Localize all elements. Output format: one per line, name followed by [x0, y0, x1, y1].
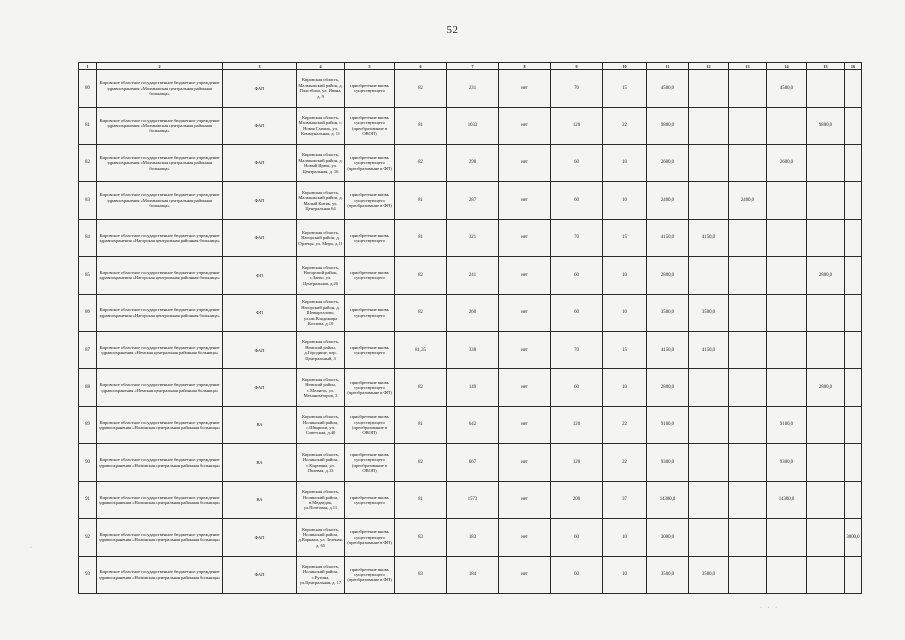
- data-table: [78, 62, 862, 594]
- value-cell-10: 10: [603, 144, 647, 181]
- value-cell-10: 10: [603, 519, 647, 556]
- value-cell-13: 2400,0: [729, 182, 767, 219]
- row-number-cell: 83: [79, 182, 97, 219]
- value-cell-6: 83: [395, 519, 447, 556]
- column-number-cell: 1: [79, 63, 97, 70]
- value-cell-14: 9100,0: [767, 406, 807, 443]
- value-cell-9: 200: [551, 481, 603, 518]
- value-cell-9: 60: [551, 144, 603, 181]
- value-cell-8: нет: [499, 219, 551, 256]
- column-number-cell: 5: [345, 63, 395, 70]
- value-cell-16: [845, 294, 862, 331]
- value-cell-15: [807, 444, 845, 481]
- facility-type-cell: ФАП: [223, 519, 297, 556]
- value-cell-16: [845, 556, 862, 593]
- work-type-cell: приобретение вновь существующего (преобразование в ФП): [345, 369, 395, 406]
- value-cell-10: 22: [603, 406, 647, 443]
- column-number-row: [79, 63, 862, 70]
- value-cell-7: 1033: [447, 107, 499, 144]
- value-cell-9: 60: [551, 556, 603, 593]
- column-number-cell: 16: [845, 63, 862, 70]
- institution-name-cell: Кировское областное государственное бюджетное учреждение здравоохранения «Нагорская центральная районная больница»: [97, 219, 223, 256]
- value-cell-6: 82: [395, 70, 447, 107]
- value-cell-8: нет: [499, 332, 551, 369]
- institution-name-cell: Кировское областное государственное бюджетное учреждение здравоохранения «Нагорская центральная районная больница»: [97, 294, 223, 331]
- value-cell-7: 1573: [447, 481, 499, 518]
- value-cell-8: нет: [499, 406, 551, 443]
- value-cell-6: 81: [395, 481, 447, 518]
- value-cell-12: [689, 406, 729, 443]
- value-cell-15: [807, 182, 845, 219]
- value-cell-9: 60: [551, 294, 603, 331]
- address-cell: Кировская область, Нолинский район, д.Варнаки, ул. Зеленая, д. 65: [297, 519, 345, 556]
- value-cell-14: 4500,0: [767, 70, 807, 107]
- scan-mark: ·: [30, 545, 34, 551]
- institution-name-cell: Кировское областное государственное бюджетное учреждение здравоохранения «Малмыжская центральная районная больница»: [97, 70, 223, 107]
- value-cell-10: 10: [603, 369, 647, 406]
- row-number-cell: 82: [79, 144, 97, 181]
- value-cell-15: 2800,0: [807, 257, 845, 294]
- facility-type-cell: ФАП: [223, 144, 297, 181]
- value-cell-9: 120: [551, 444, 603, 481]
- table-row: [79, 219, 862, 256]
- value-cell-10: 10: [603, 294, 647, 331]
- column-number-cell: 8: [499, 63, 551, 70]
- row-number-cell: 84: [79, 219, 97, 256]
- column-number-cell: 13: [729, 63, 767, 70]
- value-cell-6: 82: [395, 257, 447, 294]
- value-cell-12: 4150,0: [689, 332, 729, 369]
- value-cell-12: [689, 481, 729, 518]
- value-cell-12: [689, 182, 729, 219]
- value-cell-10: 22: [603, 444, 647, 481]
- institution-name-cell: Кировское областное государственное бюджетное учреждение здравоохранения «Нолинская центральная районная больница»: [97, 519, 223, 556]
- value-cell-11: 3000,0: [647, 519, 689, 556]
- value-cell-8: нет: [499, 481, 551, 518]
- column-number-cell: 9: [551, 63, 603, 70]
- table-row: [79, 182, 862, 219]
- institution-name-cell: Кировское областное государственное бюджетное учреждение здравоохранения «Немская центральная районная больница»: [97, 332, 223, 369]
- page-number: 52: [446, 24, 459, 36]
- column-number-cell: 15: [807, 63, 845, 70]
- address-cell: Кировская область, Нагорский район, д. Шевырталово, ул.им.Владимира Козлова, д.10: [297, 294, 345, 331]
- scan-mark: · · ·: [760, 605, 779, 611]
- value-cell-7: 287: [447, 182, 499, 219]
- value-cell-9: 60: [551, 519, 603, 556]
- value-cell-12: [689, 107, 729, 144]
- value-cell-16: [845, 182, 862, 219]
- value-cell-12: [689, 257, 729, 294]
- column-number-cell: 4: [297, 63, 345, 70]
- value-cell-6: 81: [395, 107, 447, 144]
- value-cell-14: 2600,0: [767, 144, 807, 181]
- table-body: [79, 63, 862, 594]
- value-cell-15: [807, 219, 845, 256]
- table-row: [79, 444, 862, 481]
- value-cell-9: 60: [551, 182, 603, 219]
- value-cell-13: [729, 294, 767, 331]
- address-cell: Кировская область, Малмыжский район, д. Новый Ирюк, ул. Центральная, д. 16: [297, 144, 345, 181]
- value-cell-12: [689, 444, 729, 481]
- institution-name-cell: Кировское областное государственное бюджетное учреждение здравоохранения «Нагорская центральная районная больница»: [97, 257, 223, 294]
- value-cell-11: 9100,0: [647, 406, 689, 443]
- value-cell-15: [807, 294, 845, 331]
- value-cell-7: 231: [447, 70, 499, 107]
- value-cell-7: 184: [447, 556, 499, 593]
- value-cell-11: 2400,0: [647, 182, 689, 219]
- value-cell-6: 81,35: [395, 332, 447, 369]
- value-cell-15: [807, 70, 845, 107]
- address-cell: Кировская область, Нагорский район, д. Орлецы, ул. Мира, д.11: [297, 219, 345, 256]
- institution-name-cell: Кировское областное государственное бюджетное учреждение здравоохранения «Нолинская центральная районная больница»: [97, 481, 223, 518]
- value-cell-8: нет: [499, 556, 551, 593]
- value-cell-8: нет: [499, 519, 551, 556]
- row-number-cell: 93: [79, 556, 97, 593]
- column-number-cell: 2: [97, 63, 223, 70]
- value-cell-13: [729, 481, 767, 518]
- facility-type-cell: ФАП: [223, 369, 297, 406]
- row-number-cell: 87: [79, 332, 97, 369]
- value-cell-14: [767, 182, 807, 219]
- row-number-cell: 88: [79, 369, 97, 406]
- value-cell-16: [845, 369, 862, 406]
- value-cell-9: 60: [551, 369, 603, 406]
- value-cell-13: [729, 519, 767, 556]
- address-cell: Кировская область, Нолинский район, с.Рутина, ул.Центральная, д. 17: [297, 556, 345, 593]
- facility-type-cell: ВА: [223, 481, 297, 518]
- column-number-cell: 10: [603, 63, 647, 70]
- institution-name-cell: Кировское областное государственное бюджетное учреждение здравоохранения «Нолинская центральная районная больница»: [97, 406, 223, 443]
- work-type-cell: приобретение вновь существующего: [345, 219, 395, 256]
- table-row: [79, 107, 862, 144]
- value-cell-7: 183: [447, 519, 499, 556]
- work-type-cell: приобретение вновь существующего (преобразование в ОВОП): [345, 444, 395, 481]
- address-cell: Кировская область, Малмыжский район, д. Пластбиха, ул. Ивана, д. 9: [297, 70, 345, 107]
- value-cell-10: 15: [603, 70, 647, 107]
- row-number-cell: 86: [79, 294, 97, 331]
- column-number-cell: 6: [395, 63, 447, 70]
- address-cell: Кировская область, Немский район, с.Меляеть, ул. Механизаторов, 3: [297, 369, 345, 406]
- facility-type-cell: ВА: [223, 406, 297, 443]
- value-cell-14: [767, 107, 807, 144]
- value-cell-10: 10: [603, 257, 647, 294]
- value-cell-7: 149: [447, 369, 499, 406]
- value-cell-6: 82: [395, 294, 447, 331]
- value-cell-12: 4150,0: [689, 219, 729, 256]
- row-number-cell: 85: [79, 257, 97, 294]
- table-row: [79, 481, 862, 518]
- facility-type-cell: ФАП: [223, 332, 297, 369]
- value-cell-15: [807, 406, 845, 443]
- value-cell-6: 82: [395, 144, 447, 181]
- value-cell-8: нет: [499, 144, 551, 181]
- column-number-cell: 7: [447, 63, 499, 70]
- facility-type-cell: ФАП: [223, 219, 297, 256]
- value-cell-11: 9300,0: [647, 444, 689, 481]
- value-cell-10: 15: [603, 332, 647, 369]
- value-cell-10: 10: [603, 556, 647, 593]
- table-row: [79, 70, 862, 107]
- value-cell-8: нет: [499, 182, 551, 219]
- work-type-cell: приобретение вновь существующего (преобразование в ФП): [345, 519, 395, 556]
- value-cell-11: 2800,0: [647, 369, 689, 406]
- table-row: [79, 294, 862, 331]
- value-cell-8: нет: [499, 70, 551, 107]
- value-cell-14: [767, 519, 807, 556]
- value-cell-13: [729, 107, 767, 144]
- value-cell-12: [689, 70, 729, 107]
- work-type-cell: приобретение вновь существующего: [345, 257, 395, 294]
- value-cell-14: [767, 369, 807, 406]
- value-cell-11: 2800,0: [647, 257, 689, 294]
- table-row: [79, 332, 862, 369]
- work-type-cell: приобретение вновь существующего (преобразование в ОВОП): [345, 107, 395, 144]
- value-cell-13: [729, 144, 767, 181]
- value-cell-6: 82: [395, 369, 447, 406]
- value-cell-14: [767, 556, 807, 593]
- value-cell-7: 338: [447, 332, 499, 369]
- value-cell-7: 260: [447, 294, 499, 331]
- value-cell-9: 60: [551, 257, 603, 294]
- value-cell-11: 9800,0: [647, 107, 689, 144]
- value-cell-9: 70: [551, 332, 603, 369]
- value-cell-6: 81: [395, 406, 447, 443]
- facility-type-cell: ФАП: [223, 182, 297, 219]
- value-cell-9: 120: [551, 406, 603, 443]
- value-cell-11: 4150,0: [647, 219, 689, 256]
- value-cell-14: [767, 294, 807, 331]
- value-cell-16: [845, 70, 862, 107]
- column-number-cell: 14: [767, 63, 807, 70]
- row-number-cell: 91: [79, 481, 97, 518]
- institution-name-cell: Кировское областное государственное бюджетное учреждение здравоохранения «Немская центральная районная больница»: [97, 369, 223, 406]
- value-cell-8: нет: [499, 444, 551, 481]
- work-type-cell: приобретение вновь существующего: [345, 294, 395, 331]
- value-cell-16: [845, 406, 862, 443]
- value-cell-10: 10: [603, 182, 647, 219]
- value-cell-10: 15: [603, 219, 647, 256]
- value-cell-15: [807, 519, 845, 556]
- work-type-cell: приобретение вновь существующего: [345, 332, 395, 369]
- table-row: [79, 257, 862, 294]
- value-cell-16: [845, 144, 862, 181]
- value-cell-12: [689, 369, 729, 406]
- value-cell-9: 70: [551, 219, 603, 256]
- work-type-cell: приобретение вновь существующего (преобразование в ФП): [345, 182, 395, 219]
- row-number-cell: 89: [79, 406, 97, 443]
- value-cell-13: [729, 556, 767, 593]
- value-cell-6: 81: [395, 219, 447, 256]
- address-cell: Кировская область, Малмыжский район, с. Новая Смаиль, ул. Коммунальная, д. 11: [297, 107, 345, 144]
- value-cell-7: 321: [447, 219, 499, 256]
- value-cell-8: нет: [499, 107, 551, 144]
- value-cell-8: нет: [499, 294, 551, 331]
- value-cell-12: 3500,0: [689, 294, 729, 331]
- value-cell-16: [845, 444, 862, 481]
- value-cell-16: [845, 107, 862, 144]
- value-cell-14: [767, 332, 807, 369]
- work-type-cell: приобретение вновь существующего (преобразование в ФП): [345, 144, 395, 181]
- value-cell-6: 82: [395, 444, 447, 481]
- institution-name-cell: Кировское областное государственное бюджетное учреждение здравоохранения «Нолинская центральная районная больница»: [97, 444, 223, 481]
- value-cell-15: [807, 556, 845, 593]
- value-cell-11: 14300,0: [647, 481, 689, 518]
- value-cell-13: [729, 332, 767, 369]
- value-cell-11: 4150,0: [647, 332, 689, 369]
- value-cell-11: 2600,0: [647, 144, 689, 181]
- value-cell-11: 4500,0: [647, 70, 689, 107]
- row-number-cell: 92: [79, 519, 97, 556]
- facility-type-cell: ФП: [223, 257, 297, 294]
- institution-name-cell: Кировское областное государственное бюджетное учреждение здравоохранения «Малмыжская центральная районная больница»: [97, 182, 223, 219]
- row-number-cell: 90: [79, 444, 97, 481]
- value-cell-16: 3000,0: [845, 519, 862, 556]
- column-number-cell: 3: [223, 63, 297, 70]
- value-cell-10: 37: [603, 481, 647, 518]
- address-cell: Кировская область, Немский район, д.Городище, пер. Центральный, 3: [297, 332, 345, 369]
- facility-type-cell: ВА: [223, 444, 297, 481]
- value-cell-6: 83: [395, 556, 447, 593]
- value-cell-6: 81: [395, 182, 447, 219]
- value-cell-13: [729, 444, 767, 481]
- value-cell-7: 241: [447, 257, 499, 294]
- value-cell-15: 2800,0: [807, 369, 845, 406]
- value-cell-12: 3500,0: [689, 556, 729, 593]
- value-cell-7: 667: [447, 444, 499, 481]
- value-cell-16: [845, 481, 862, 518]
- value-cell-16: [845, 219, 862, 256]
- value-cell-12: [689, 144, 729, 181]
- work-type-cell: приобретение вновь существующего: [345, 70, 395, 107]
- facility-type-cell: ФАП: [223, 556, 297, 593]
- table-row: [79, 406, 862, 443]
- value-cell-15: [807, 332, 845, 369]
- address-cell: Кировская область, Малмыжский район, д. Малый Китяк, ул. Центральная 64: [297, 182, 345, 219]
- address-cell: Кировская область, Нолинский район, с.Шварихи, ул. Советская, д.40: [297, 406, 345, 443]
- value-cell-14: 14300,0: [767, 481, 807, 518]
- work-type-cell: приобретение вновь существующего (преобразование в ФП): [345, 556, 395, 593]
- value-cell-15: 9800,0: [807, 107, 845, 144]
- address-cell: Кировская область, Нолинский район, с.Кырчаны, ул. Полевая, д.13: [297, 444, 345, 481]
- value-cell-10: 22: [603, 107, 647, 144]
- value-cell-9: 120: [551, 107, 603, 144]
- value-cell-7: 298: [447, 144, 499, 181]
- value-cell-13: [729, 219, 767, 256]
- facility-type-cell: ФАП: [223, 70, 297, 107]
- institution-name-cell: Кировское областное государственное бюджетное учреждение здравоохранения «Малмыжская центральная районная больница»: [97, 107, 223, 144]
- value-cell-7: 642: [447, 406, 499, 443]
- facility-type-cell: ФП: [223, 294, 297, 331]
- work-type-cell: приобретение вновь существующего (преобразование в ОВОП): [345, 406, 395, 443]
- value-cell-12: [689, 519, 729, 556]
- value-cell-16: [845, 257, 862, 294]
- value-cell-16: [845, 332, 862, 369]
- row-number-cell: 81: [79, 107, 97, 144]
- column-number-cell: 11: [647, 63, 689, 70]
- value-cell-13: [729, 369, 767, 406]
- value-cell-13: [729, 70, 767, 107]
- table-row: [79, 519, 862, 556]
- value-cell-13: [729, 406, 767, 443]
- value-cell-15: [807, 144, 845, 181]
- address-cell: Кировская область, Нолинский район, п.Медведок, ул.Почтовая, д.11: [297, 481, 345, 518]
- value-cell-11: 3500,0: [647, 294, 689, 331]
- facility-type-cell: ФАП: [223, 107, 297, 144]
- table-row: [79, 144, 862, 181]
- institution-name-cell: Кировское областное государственное бюджетное учреждение здравоохранения «Малмыжская центральная районная больница»: [97, 144, 223, 181]
- value-cell-13: [729, 257, 767, 294]
- value-cell-14: [767, 219, 807, 256]
- value-cell-8: нет: [499, 369, 551, 406]
- row-number-cell: 80: [79, 70, 97, 107]
- institution-name-cell: Кировское областное государственное бюджетное учреждение здравоохранения «Нолинская центральная районная больница»: [97, 556, 223, 593]
- address-cell: Кировская область, Нагорский район, с.Заево, ул. Центральная, д.26: [297, 257, 345, 294]
- column-number-cell: 12: [689, 63, 729, 70]
- value-cell-14: 9300,0: [767, 444, 807, 481]
- work-type-cell: приобретение вновь существующего: [345, 481, 395, 518]
- value-cell-9: 70: [551, 70, 603, 107]
- value-cell-11: 3500,0: [647, 556, 689, 593]
- value-cell-8: нет: [499, 257, 551, 294]
- data-table-container: [78, 62, 861, 594]
- value-cell-14: [767, 257, 807, 294]
- table-row: [79, 556, 862, 593]
- table-row: [79, 369, 862, 406]
- value-cell-15: [807, 481, 845, 518]
